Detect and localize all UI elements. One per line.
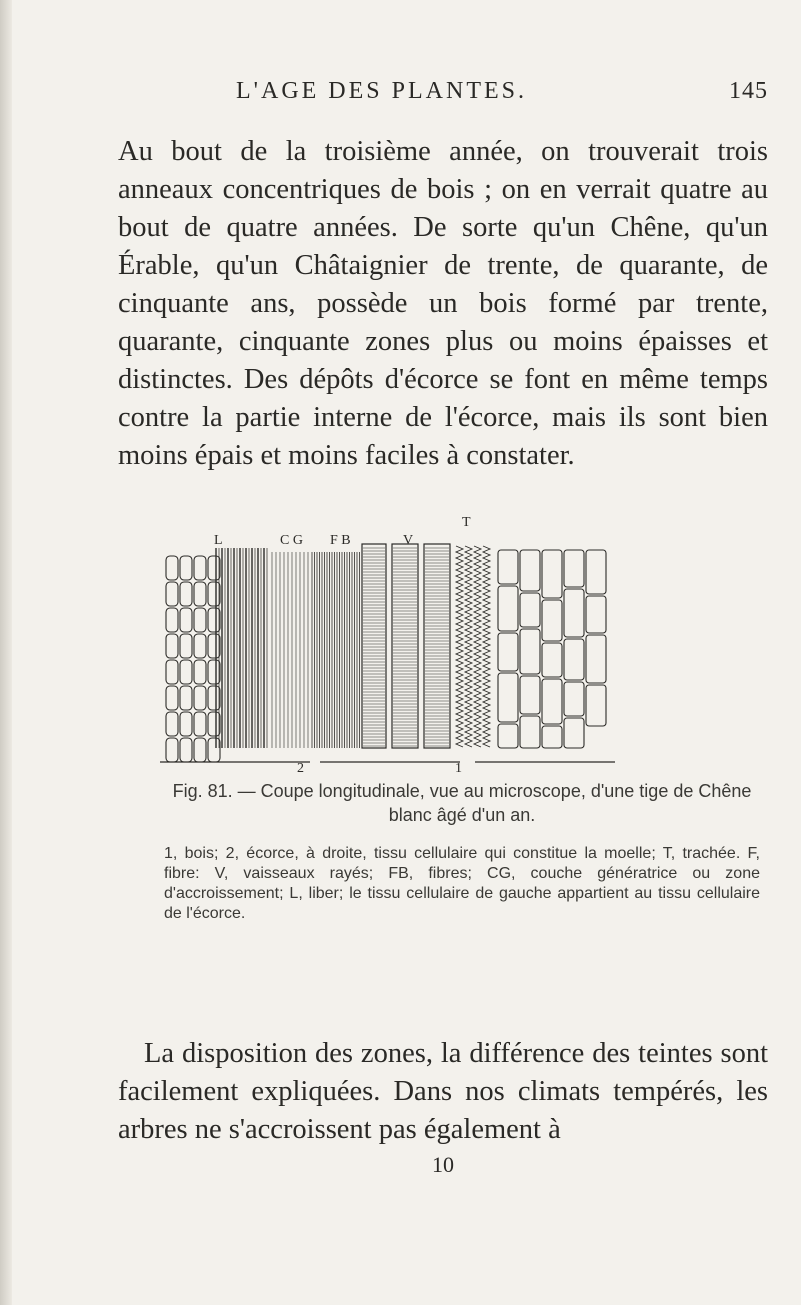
paragraph-1: Au bout de la troisième année, on trouverait trois anneaux concentriques de bois ; on en verrait quatre au bout de quatre années. De sorte qu'un Chêne, qu'un Érable, qu'un Châtaignier de trente, de quarante, de cinquante ans, possède un bois formé par trente, quarante, cinquante zones plus ou moins épaisses et distinctes. Des dépôts d'écorce se font en même temps contre la partie interne de l'écorce, mais ils sont bien moins épais et moins faciles à constater. <box>118 136 768 471</box>
page-number: 145 <box>729 78 768 104</box>
figure-label-1: 1 <box>455 761 462 775</box>
figure-81-illustration <box>160 508 760 775</box>
running-header <box>118 78 768 118</box>
figure-label-fb: F B <box>330 533 351 548</box>
figure-label-t: T <box>462 515 471 530</box>
paragraph-2: La disposition des zones, la différence des teintes sont facilement expliquées. Dans nos climats tempérés, les arbres ne s'accroissent pas également à <box>118 1038 768 1145</box>
running-title: L'AGE DES PLANTES. <box>236 78 527 104</box>
signature-mark: 10 <box>432 1152 454 1177</box>
figure-label-2: 2 <box>297 761 304 775</box>
figure-legend: 1, bois; 2, écorce, à droite, tissu cellulaire qui constitue la moelle; T, trachée. F, fibre: V, vaisseaux rayés; FB, fibres; CG, couche génératrice ou zone d'accroissement; L, liber; le tissu cellulaire de gauche appartient au tissu cellulaire de l'écorce. <box>164 845 760 922</box>
stem-section-drawing <box>160 508 760 775</box>
figure-label-cg: C G <box>280 533 303 548</box>
figure-caption: Fig. 81. — Coupe longitudinale, vue au microscope, d'une tige de Chêne blanc âgé d'un an. <box>172 781 752 825</box>
figure-label-v: V <box>403 533 414 548</box>
page-edge <box>0 0 12 1305</box>
figure-label-l: L <box>214 533 223 548</box>
